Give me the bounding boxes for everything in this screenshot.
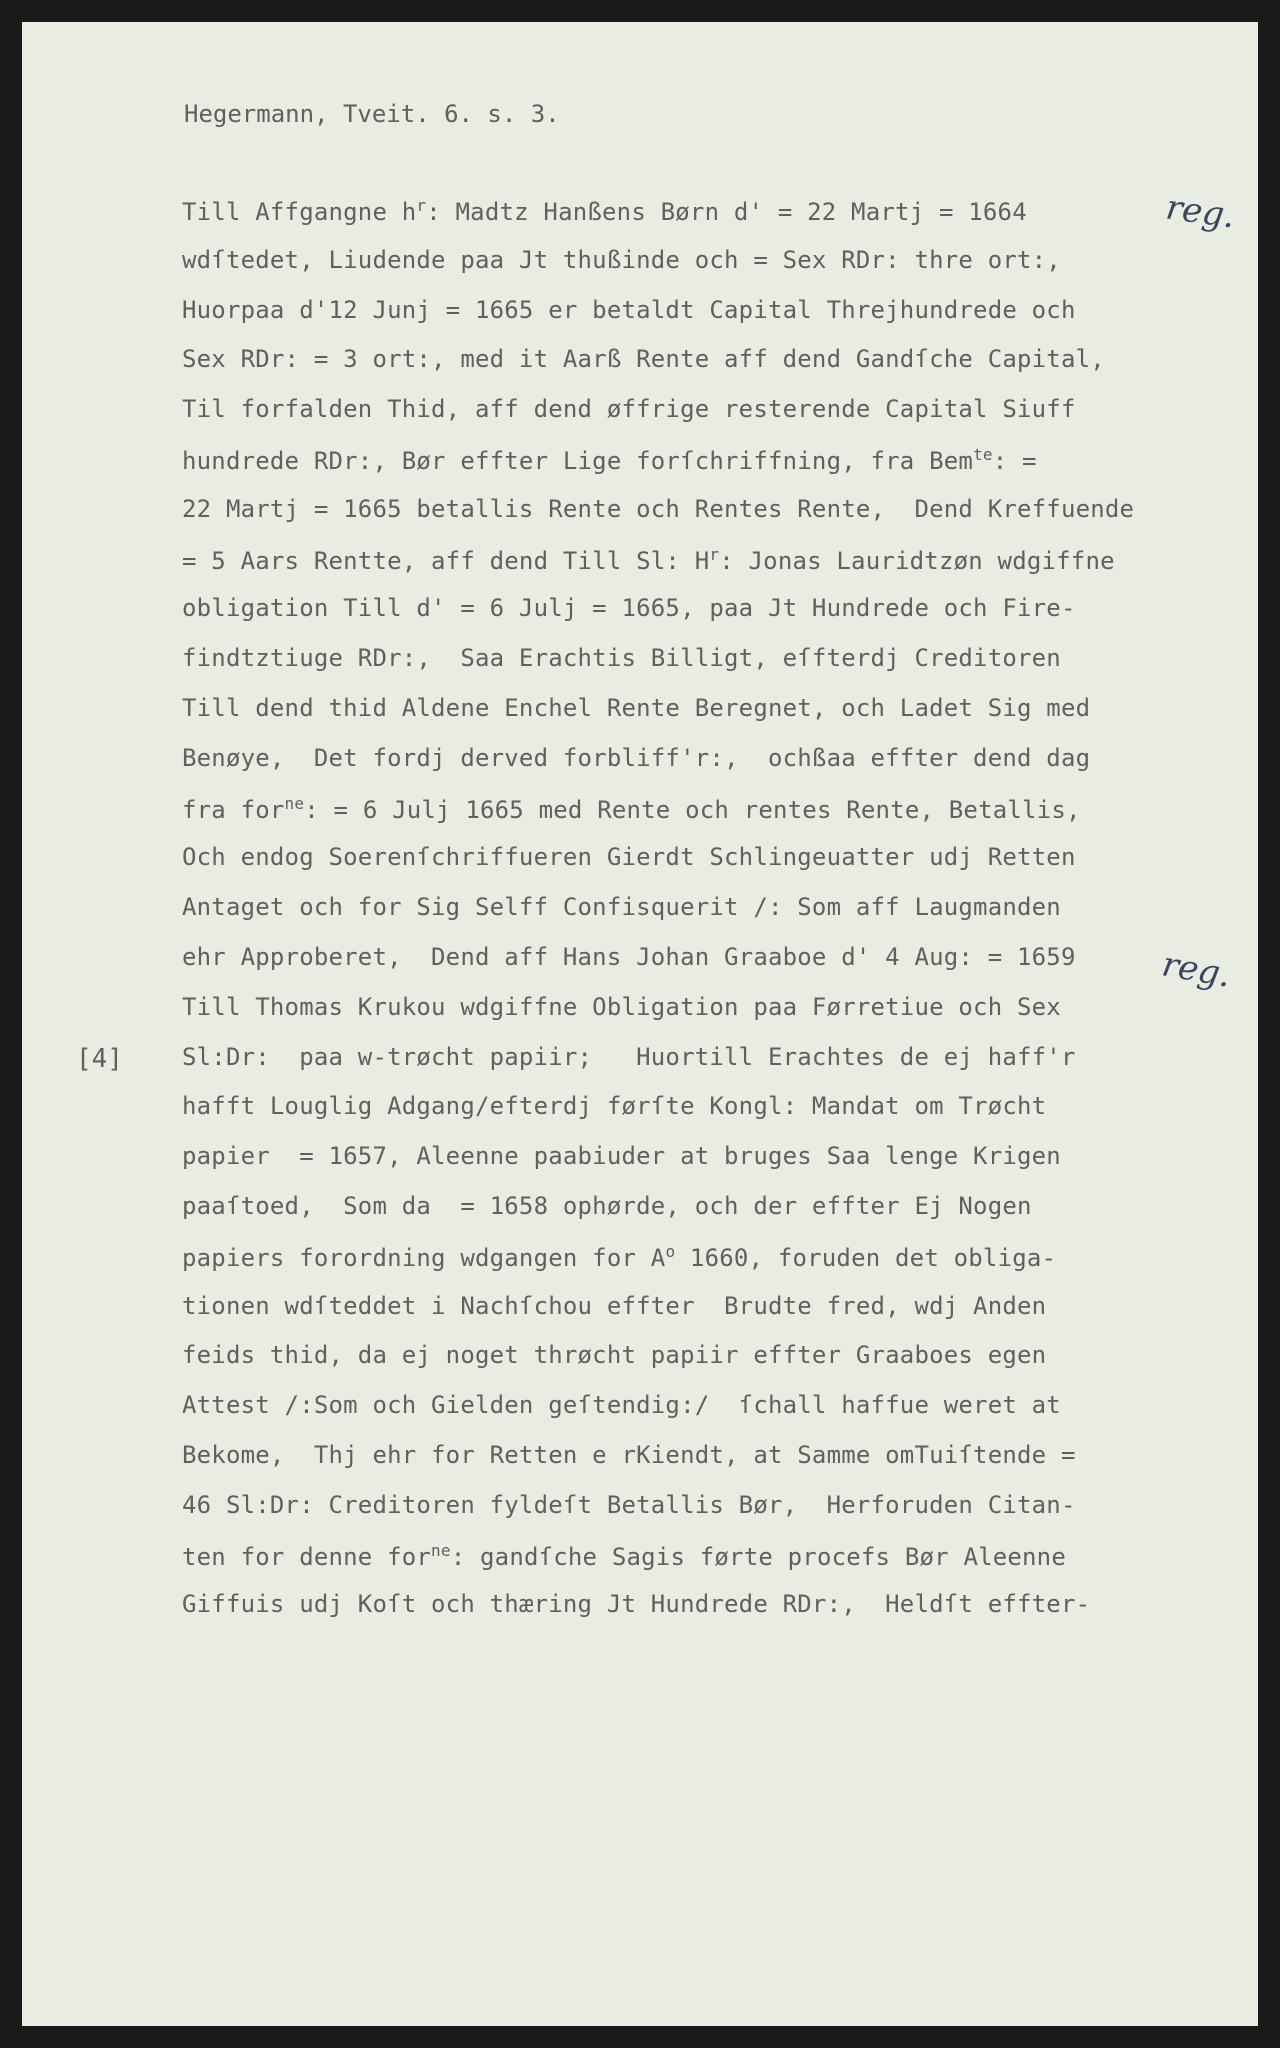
text-line: 46 Sl:Dr: Creditoren fyldeſt Betallis Bør, Herforuden Citan-	[182, 1491, 1076, 1519]
text-line: Antaget och for Sig Selff Confisquerit /: Som aff Laugmanden	[182, 893, 1061, 921]
text-line: papiers forordning wdgangen for $A^o$ 1660, foruden det obliga-	[182, 1242, 1057, 1272]
text-line: 22 Martj = 1665 betallis Rente och Rentes Rente, Dend Kreffuende	[182, 495, 1135, 523]
margin-page-number: [4]	[76, 1044, 123, 1074]
text-line: Til forfalden Thid, aff dend øffrige resterende Capital Siuff	[182, 395, 1076, 423]
document-page	[22, 22, 1258, 2026]
text-line: Bekome, Thj ehr for Retten e rKiendt, at Samme omTuiſtende =	[182, 1441, 1076, 1469]
margin-note-reg: reg.	[1159, 944, 1234, 996]
text-line: wdſtedet, Liudende paa Jt thußinde och = Sex RDr: thre ort:,	[182, 246, 1061, 274]
text-line: Huorpaa d'12 Junj = 1665 er betaldt Capital Threjhundrede och	[182, 296, 1076, 324]
text-line: Attest /:Som och Gielden geſtendig:/ ſchall haffue weret at	[182, 1391, 1061, 1419]
text-line: Giffuis udj Koſt och thæring Jt Hundrede RDr:, Heldſt effter-	[182, 1590, 1091, 1618]
text-line: hundrede RDr:, Bør effter Lige forſchriffning, fra Bem$^{te}$: =	[182, 445, 1037, 475]
text-line: ten for denne for$^{ne}$: gandſche Sagis førte procefs Bør Aleenne	[182, 1541, 1066, 1571]
text-line: ehr Approberet, Dend aff Hans Johan Graaboe d' 4 Aug: = 1659	[182, 943, 1076, 971]
text-line: fra for$^{ne}$: = 6 Julj 1665 med Rente och rentes Rente, Betallis,	[182, 794, 1081, 824]
text-line: tionen wdſteddet i Nachſchou effter Brudte fred, wdj Anden	[182, 1292, 1047, 1320]
text-line: Sl:Dr: paa w-trøcht papiir; Huortill Erachtes de ej haff'r	[182, 1043, 1076, 1071]
text-line: Till Affgangne $h^r$: Madtz Hanßens Børn d' = 22 Martj = 1664	[182, 196, 1027, 226]
text-line: Benøye, Det fordj derved forbliff'r:, ochßaa effter dend dag	[182, 744, 1091, 772]
text-line: = 5 Aars Rentte, aff dend Till Sl: $H^r$: Jonas Lauridtzøn wdgiffne	[182, 545, 1115, 575]
text-line: obligation Till d' = 6 Julj = 1665, paa Jt Hundrede och Fire-	[182, 594, 1076, 622]
text-line: paaſtoed, Som da = 1658 ophørde, och der effter Ej Nogen	[182, 1192, 1032, 1220]
text-line: hafft Louglig Adgang/efterdj førſte Kongl: Mandat om Trøcht	[182, 1092, 1047, 1120]
text-line: papier = 1657, Aleenne paabiuder at bruges Saa lenge Krigen	[182, 1142, 1061, 1170]
text-line: Sex RDr: = 3 ort:, med it Aarß Rente aff dend Gandſche Capital,	[182, 345, 1105, 373]
margin-note-reg: reg.	[1163, 187, 1238, 237]
text-line: findtztiuge RDr:, Saa Erachtis Billigt, eſfterdj Creditoren	[182, 644, 1061, 672]
text-line: Till Thomas Krukou wdgiffne Obligation paa Førretiue och Sex	[182, 993, 1061, 1021]
text-line: feids thid, da ej noget thrøcht papiir effter Graaboes egen	[182, 1341, 1047, 1369]
text-line: Och endog Soerenſchriffueren Gierdt Schlingeuatter udj Retten	[182, 843, 1076, 871]
text-line: Till dend thid Aldene Enchel Rente Beregnet, och Ladet Sig med	[182, 694, 1091, 722]
page-header: Hegermann, Tveit. 6. s. 3.	[184, 100, 560, 128]
